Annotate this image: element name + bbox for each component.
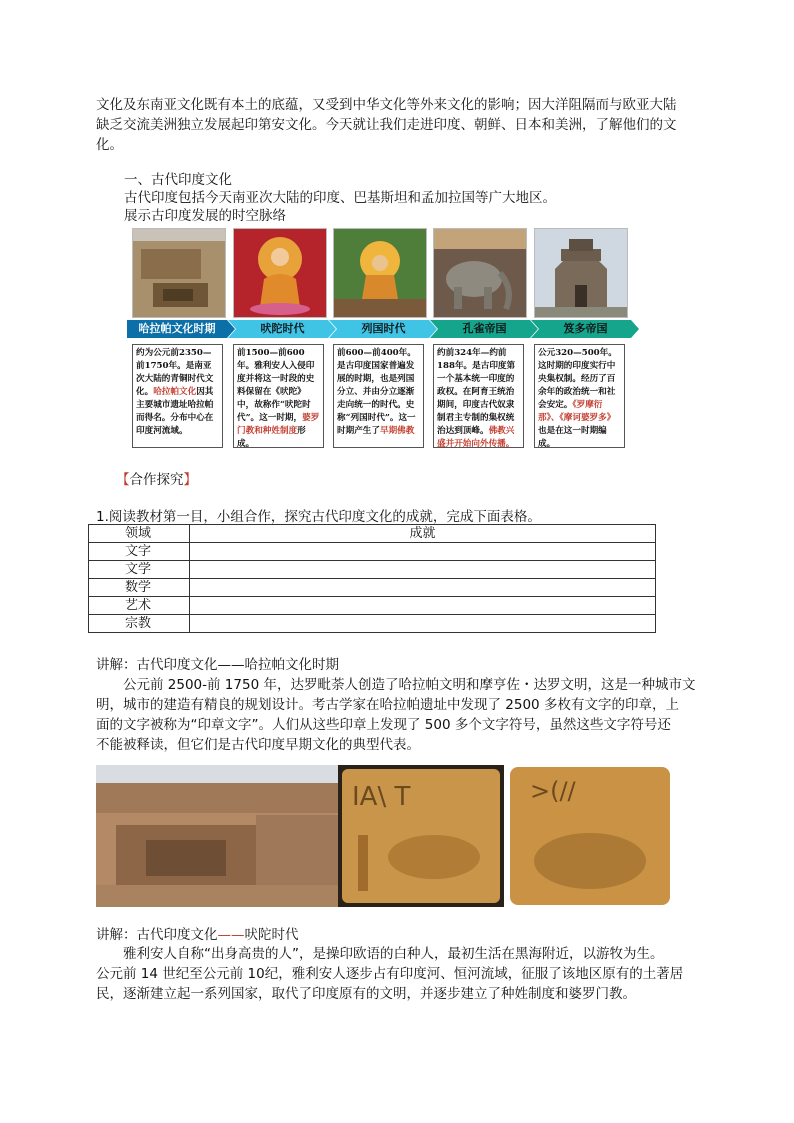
period-label-5: 笈多帝国 (563, 322, 608, 335)
lecture-1-title: 讲解：古代印度文化——哈拉帕文化时期 (96, 657, 339, 673)
table-cell-input[interactable] (190, 579, 656, 597)
period-label-2: 吠陀时代 (260, 322, 305, 335)
intro-paragraph (96, 95, 698, 155)
seal-unicorn-photo (338, 765, 504, 907)
india-timeline (127, 224, 642, 454)
period-desc-5: 公元320—500年。这时期的印度实行中央集权制。经历了百余年的政治统一和社会安定。《罗摩衍那》、《摩诃婆罗多》也是在这一时期编成。 (534, 344, 625, 448)
period-desc-4: 约前324年—约前188年。是古印度第一个基本统一印度的政权。在阿育王统治期间，印度古代奴隶制君主专制的集权统治达到顶峰。佛教兴盛并开始向外传播。 (433, 344, 524, 448)
table-cell-input[interactable] (190, 543, 656, 561)
period-label-3: 列国时代 (361, 322, 406, 335)
table-row: 宗教 (89, 615, 656, 633)
svg-text:>(//: >(// (530, 777, 576, 805)
buddha-painting (333, 228, 427, 318)
mohenjo-daro-ruins-photo (96, 765, 338, 907)
lecture-2-body: 雅利安人自称“出身高贵的人”，是操印欧语的白种人，最初生活在黑海附近，以游牧为生。 公元前 14 世纪至公元前 10纪，雅利安人逐步占有印度河、恒河流域，征服了该地区原有的土著居 民，逐渐建立起一系列国家，取代了印度原有的文明，并逐步建立了种姓制度和婆罗门教。 (96, 946, 684, 1002)
period-label-4: 孔雀帝国 (462, 322, 507, 335)
intro-line-1: 文化及东南亚文化既有本土的底蕴，又受到中华文化等外来文化的影响；因大洋阻隔而与欧亚大陆 (96, 97, 677, 113)
cooperation-title: 【合作探究】 (116, 472, 197, 488)
vedic-deity-painting (233, 228, 327, 318)
gupta-temple-photo (534, 228, 628, 318)
intro-line-2: 缺乏交流美洲独立发展起印第安文化。今天就让我们走进印度、朝鲜、日本和美洲，了解他们的文 (96, 117, 677, 133)
section-heading: 一、古代印度文化 (124, 172, 232, 188)
intro-line-3: 化。 (96, 137, 123, 153)
table-header-achievement: 成就 (190, 525, 656, 543)
period-desc-2: 前1500—前600年。雅利安人入侵印度并将这一时段的史料保留在《吠陀》中，故称作“吠陀时代”。这一时期，婆罗门教和种姓制度形成。 (233, 344, 324, 448)
harappa-ruins-photo (132, 228, 226, 318)
table-row: 文学 (89, 561, 656, 579)
maurya-elephants-painting (433, 228, 527, 318)
period-label-1: 哈拉帕文化时期 (138, 322, 216, 335)
table-row: 文字 (89, 543, 656, 561)
svg-text:IA\ T: IA\ T (352, 782, 411, 812)
section-desc: 古代印度包括今天南亚次大陆的印度、巴基斯坦和孟加拉国等广大地区。 (124, 190, 556, 206)
achievement-table (88, 524, 656, 633)
period-desc-1: 约为公元前2350—前1750年。是南亚次大陆的青铜时代文化。哈拉帕文化因其主要城市遗址哈拉帕而得名。分布中心在印度河流域。 (132, 344, 223, 448)
cooperation-task: 1.阅读教材第一目，小组合作，探究古代印度文化的成就，完成下面表格。 (96, 509, 541, 525)
table-cell-input[interactable] (190, 597, 656, 615)
table-cell-input[interactable] (190, 561, 656, 579)
lecture-2-title: 讲解：古代印度文化——吠陀时代 (96, 927, 299, 943)
table-header-field: 领域 (89, 525, 190, 543)
lecture-1-body: 公元前 2500-前 1750 年，达罗毗荼人创造了哈拉帕文明和摩亨佐・达罗文明，这是一种城市文 明，城市的建造有精良的规划设计。考古学家在哈拉帕遗址中发现了 2500 多枚有文字的印章，上 面的文字被称为“印章文字”。人们从这些印章上发现了 500 多个文字符号，虽然这些文字符号还 不能被释读，但它们是古代印度早期文化的典型代表。 (96, 677, 696, 753)
section-show: 展示古印度发展的时空脉络 (124, 208, 286, 224)
seal-bull-photo (510, 765, 673, 907)
table-cell-input[interactable] (190, 615, 656, 633)
table-row: 艺术 (89, 597, 656, 615)
period-desc-3: 前600—前400年。是古印度国家普遍发展的时期，也是列国分立、并由分立逐渐走向统一的时代。史称“列国时代”。这一时期产生了早期佛教 (333, 344, 424, 448)
table-row: 数学 (89, 579, 656, 597)
